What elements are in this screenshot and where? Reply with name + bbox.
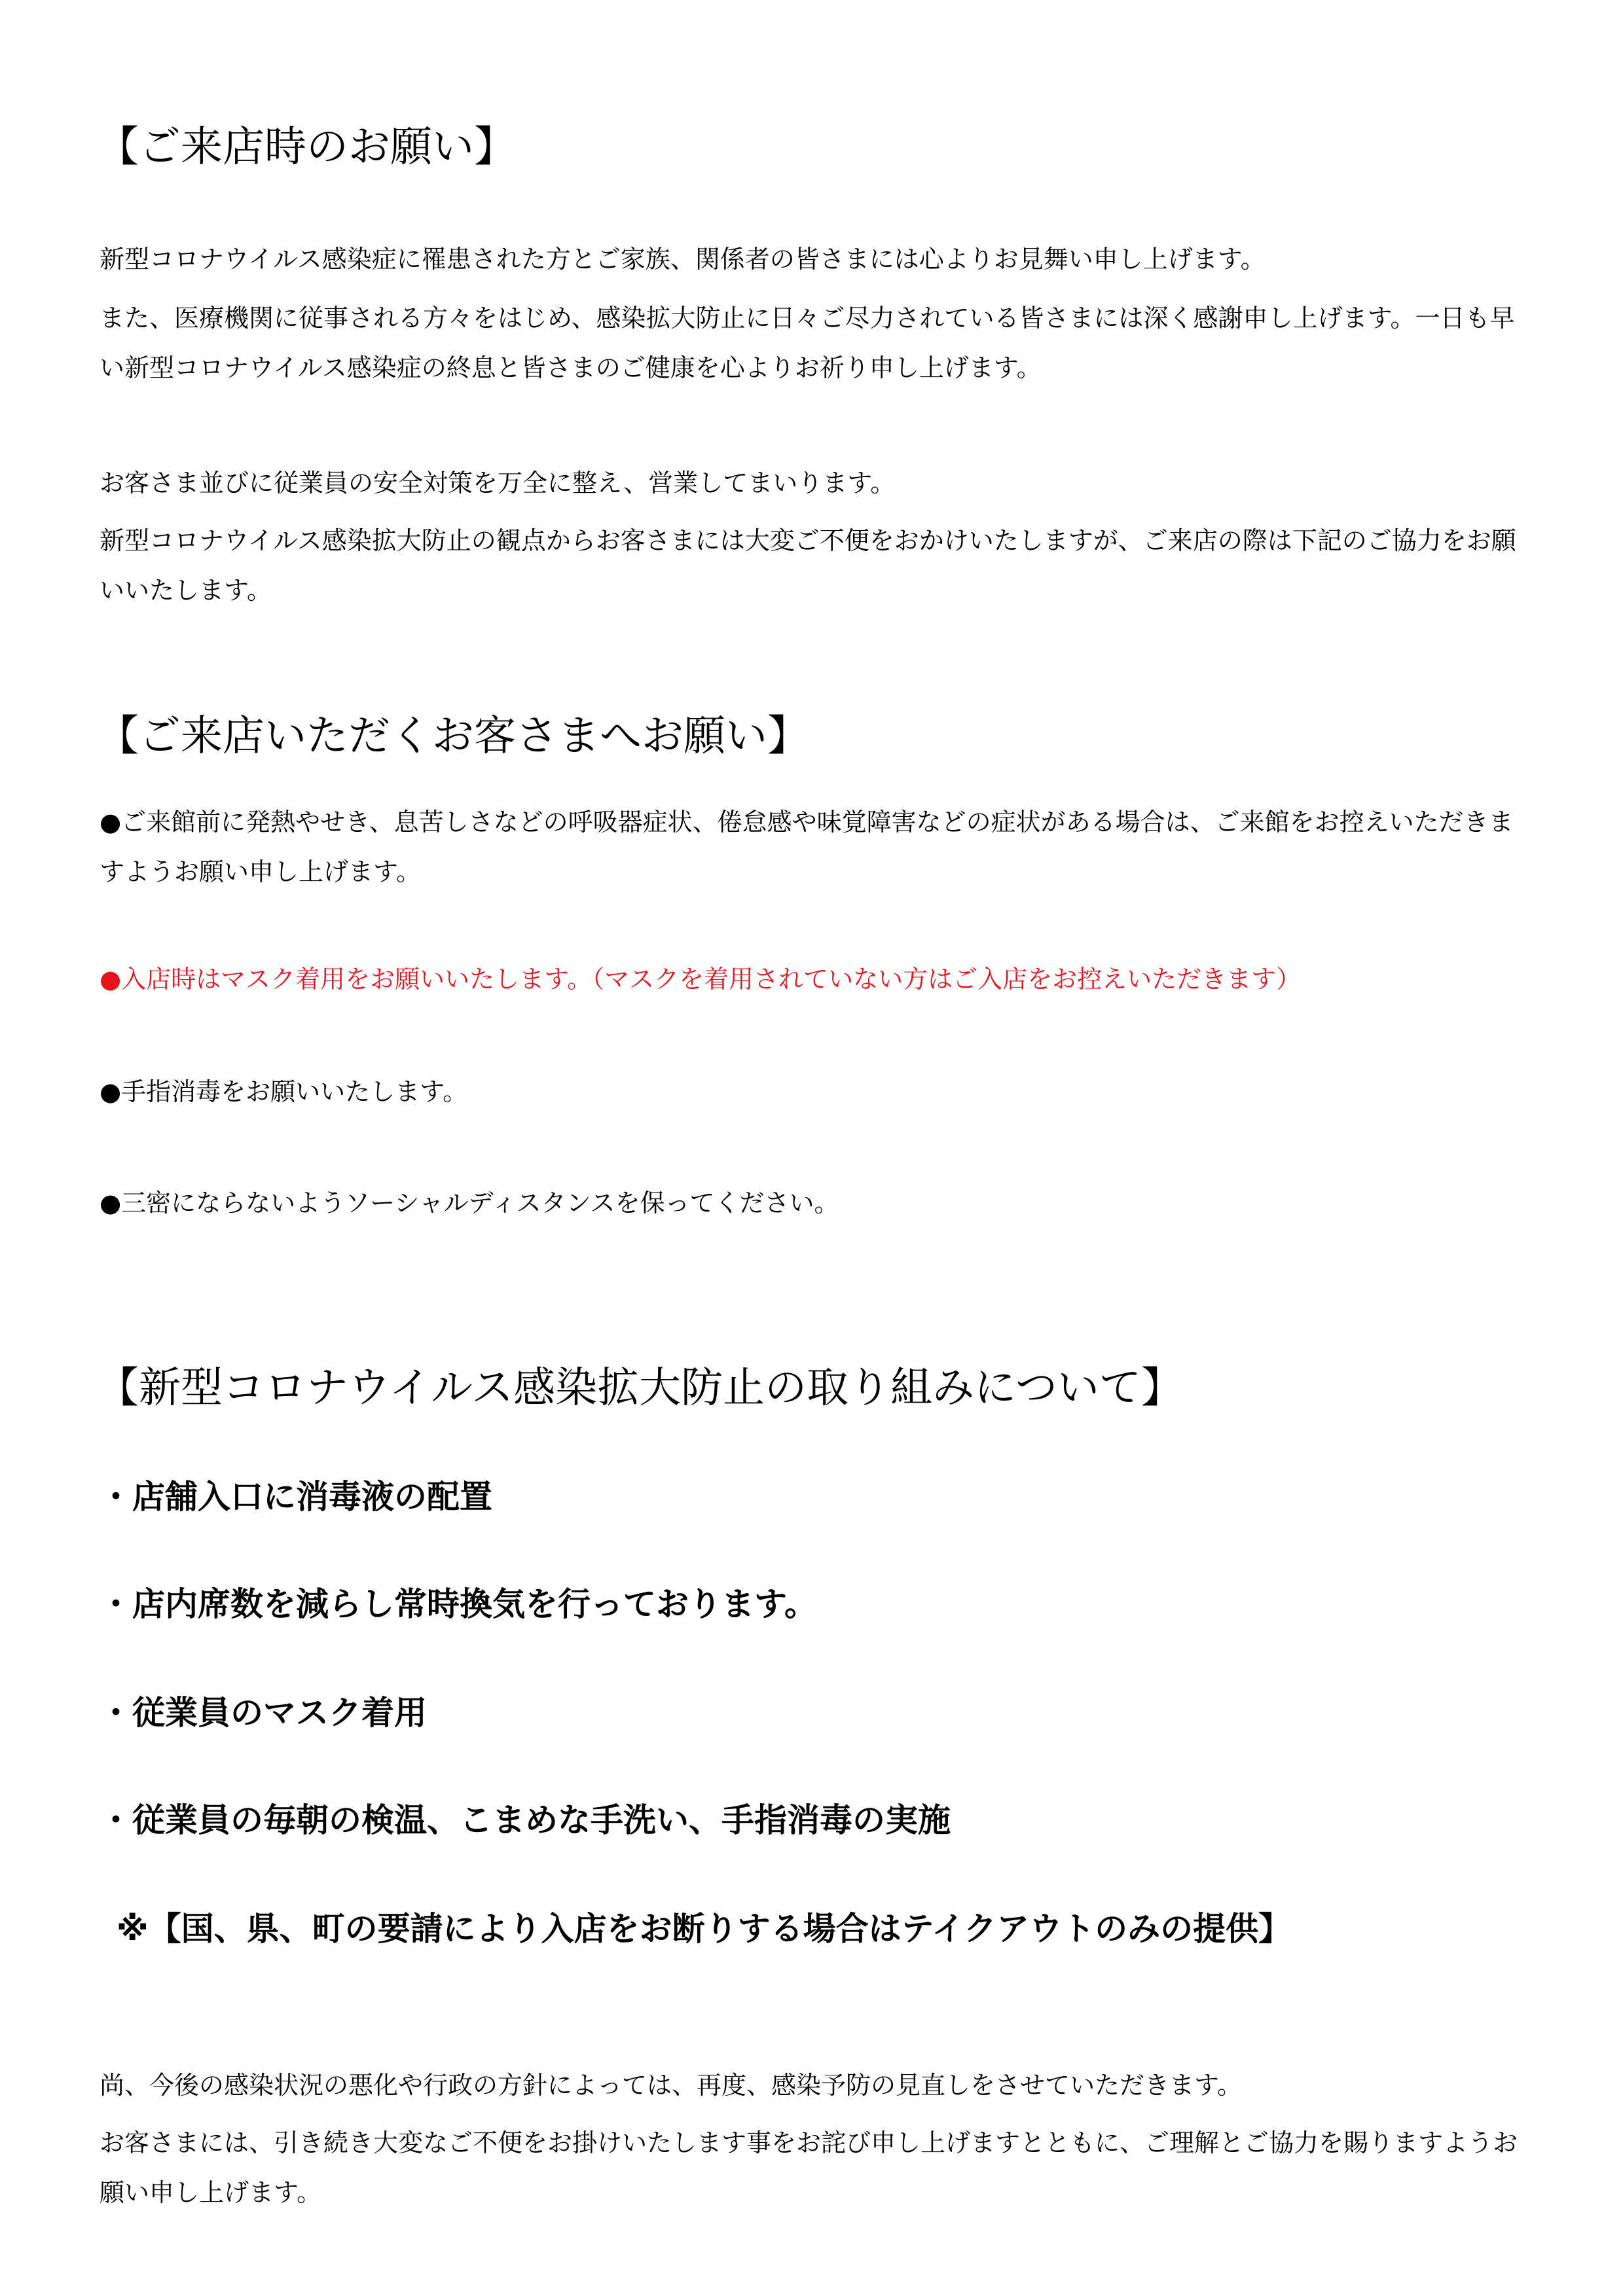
measure-item: ・従業員のマスク着用 — [100, 1694, 427, 1732]
sympathy-paragraph: 新型コロナウイルス感染症に罹患された方とご家族、関係者の皆さまには心よりお見舞い申し上げます。 — [100, 245, 1266, 274]
gratitude-paragraph: また、医療機関に従事される方々をはじめ、感染拡大防止に日々ご尽力されている皆さまには深く感謝申し上げます。一日も早い新型コロナウイルス感染症の終息と皆さまのご健康を心よりお祈り申し上げます。 — [100, 304, 1515, 382]
safety-paragraph: お客さま並びに従業員の安全対策を万全に整え、営業してまいります。 — [100, 469, 896, 497]
cooperation-paragraph: 新型コロナウイルス感染拡大防止の観点からお客さまには大変ご不便をおかけいたしますが、ご来店の際は下記のご協力をお願いいたします。 — [100, 526, 1516, 605]
measure-item: ・店舗入口に消毒液の配置 — [100, 1478, 492, 1516]
section-customer-request-heading: 【ご来店いただくお客さまへお願い】 — [97, 712, 809, 761]
hand-sanitizing-item: ●手指消毒をお願いいたします。 — [100, 1077, 468, 1106]
review-notice-paragraph: 尚、今後の感染状況の悪化や行政の方針によっては、再度、感染予防の見直しをさせていただきます。 — [100, 2071, 1242, 2100]
section-prevention-measures-heading: 【新型コロナウイルス感染拡大防止の取り組みについて】 — [97, 1364, 1183, 1412]
section-visit-request-heading: 【ご来店時のお願い】 — [97, 123, 516, 171]
takeout-note: ※【国、県、町の要請により入店をお断りする場合はテイクアウトのみの提供】 — [117, 1910, 1292, 1948]
social-distance-item: ●三密にならないようソーシャルディスタンスを保ってください。 — [100, 1189, 839, 1217]
measure-item: ・従業員の毎朝の検温、こまめな手洗い、手指消毒の実施 — [100, 1801, 951, 1839]
measure-item: ・店内席数を減らし常時換気を行っております。 — [100, 1585, 817, 1623]
symptom-request-item: ●ご来館前に発熱やせき、息苦しさなどの呼吸器症状、倦怠感や味覚障害などの症状がある場合は、ご来館をお控えいただきますようお願い申し上げます。 — [100, 808, 1514, 886]
apology-paragraph: お客さまには、引き続き大変なご不便をお掛けいたします事をお詫び申し上げますとともに、ご理解とご協力を賜りますようお願い申し上げます。 — [100, 2128, 1518, 2207]
mask-request-item: ●入店時はマスク着用をお願いいたします。（マスクを着用されていない方はご入店をお控えいただきます） — [100, 965, 1302, 994]
